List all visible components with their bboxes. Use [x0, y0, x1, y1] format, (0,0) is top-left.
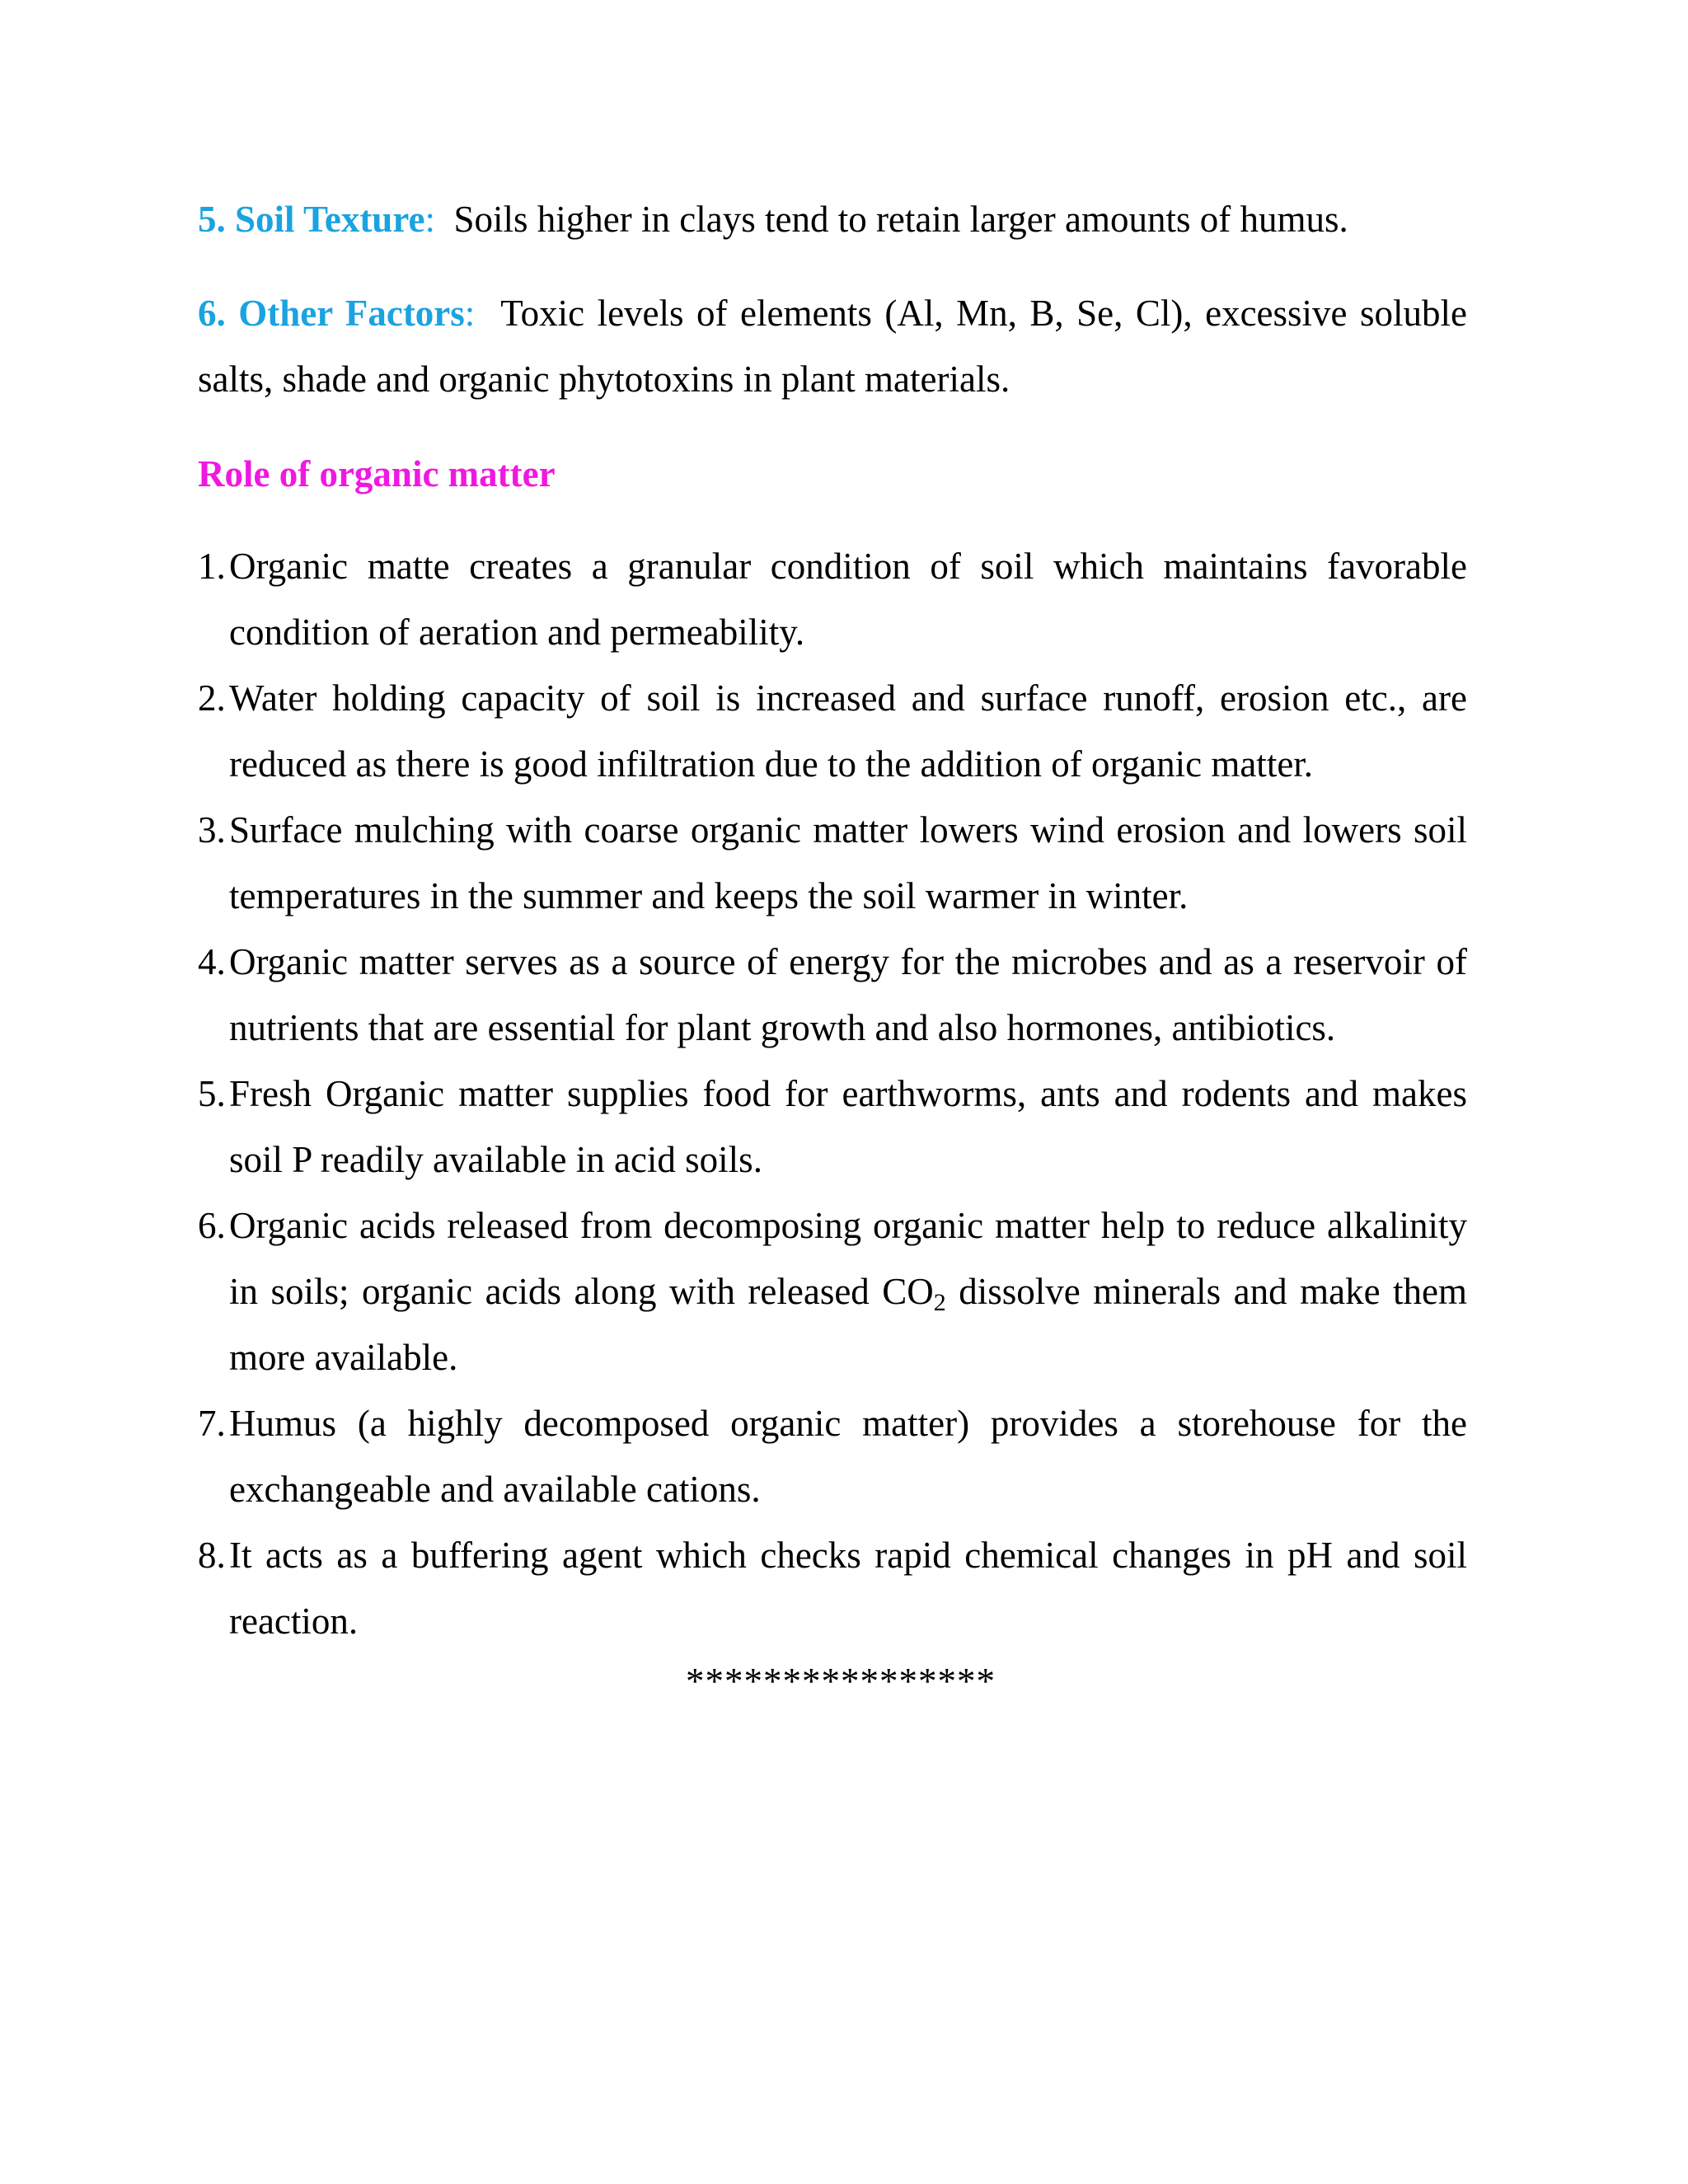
- list-text: [229, 1193, 1467, 1390]
- list-text: Water holding capacity of soil is increased and surface runoff, erosion etc., are reduced as there is good infiltration due to the addition of organic matter.: [229, 677, 1467, 785]
- list-text: It acts as a buffering agent which checks rapid chemical changes in pH and soil reaction.: [229, 1535, 1467, 1642]
- factor-colon: :: [424, 199, 435, 240]
- list-text: Organic matte creates a granular condition of soil which maintains favorable condition of aeration and permeability.: [229, 546, 1467, 653]
- list-item: [198, 533, 1467, 665]
- list-text: Humus (a highly decomposed organic matter) provides a storehouse for the exchangeable and available cations.: [229, 1403, 1467, 1510]
- list-item: [198, 665, 1467, 797]
- factor-text: Toxic levels of elements (Al, Mn, B, Se, Cl), excessive soluble salts, shade and organic phytotoxins in plant materials.: [198, 293, 1467, 400]
- list-number: 2.: [198, 677, 226, 719]
- list-number: 3.: [198, 809, 226, 851]
- list-number: 5.: [198, 1073, 226, 1114]
- end-marker: ****************: [686, 1661, 996, 1702]
- list-number: 6.: [198, 1205, 226, 1246]
- list-number: 8.: [198, 1535, 226, 1576]
- factor-soil-texture: [198, 186, 1467, 252]
- section-heading: Role of organic matter: [198, 453, 556, 494]
- role-list: [198, 533, 1467, 1654]
- factor-label: 5. Soil Texture: [198, 199, 425, 240]
- factor-colon: :: [464, 293, 476, 334]
- factor-label: 6. Other Factors: [198, 293, 465, 334]
- list-text: Fresh Organic matter supplies food for earthworms, ants and rodents and makes soil P readily available in acid soils.: [229, 1073, 1467, 1180]
- list-item: [198, 1061, 1467, 1193]
- list-number: 1.: [198, 546, 226, 587]
- list-number: 7.: [198, 1403, 226, 1444]
- list-item: [198, 1390, 1467, 1522]
- list-text: Surface mulching with coarse organic matter lowers wind erosion and lowers soil temperatures in the summer and keeps the soil warmer in winter.: [229, 809, 1467, 916]
- list-text-after: dissolve minerals and make them more available.: [229, 1271, 1468, 1378]
- list-text-before: Organic acids released from decomposing organic matter help to reduce alkalinity in soils; organic acids along with released CO: [229, 1205, 1467, 1312]
- subscript: 2: [933, 1289, 946, 1316]
- list-number: 4.: [198, 941, 226, 982]
- list-item: [198, 1193, 1467, 1390]
- list-text: Organic matter serves as a source of energy for the microbes and as a reservoir of nutrients that are essential for plant growth and also hormones, antibiotics.: [229, 941, 1467, 1048]
- list-item: [198, 929, 1467, 1061]
- factor-other-factors: [198, 280, 1467, 412]
- factor-text: Soils higher in clays tend to retain larger amounts of humus.: [453, 199, 1348, 240]
- list-item: [198, 1522, 1467, 1654]
- list-item: [198, 797, 1467, 929]
